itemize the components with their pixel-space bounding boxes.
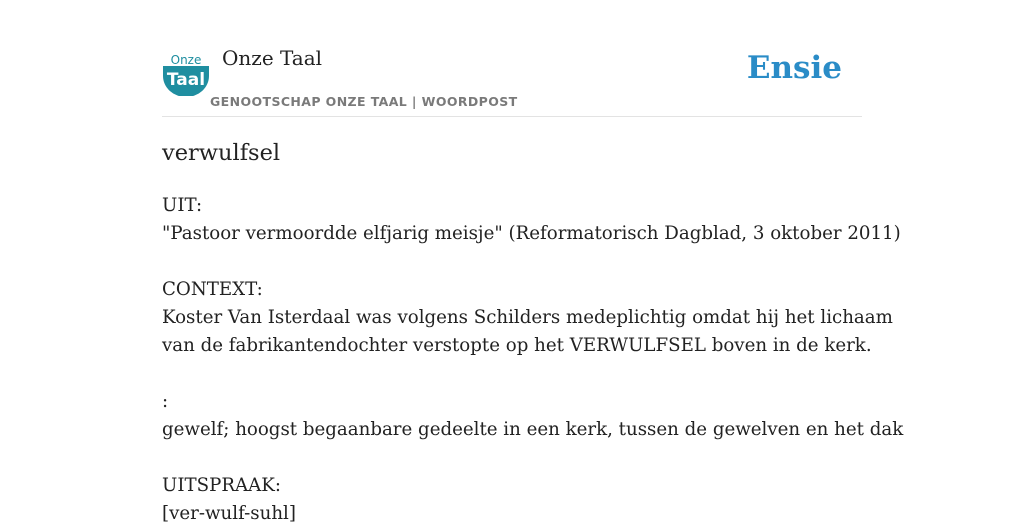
org-name[interactable]: Onze Taal: [222, 46, 323, 70]
entry-line: :: [162, 391, 169, 412]
org-subtitle: GENOOTSCHAP ONZE TAAL | WOORDPOST: [210, 94, 518, 109]
ensie-brand-logo[interactable]: Ensie: [746, 50, 842, 86]
entry-line: [162, 248, 862, 276]
header: [162, 44, 862, 117]
entry-line: UITSPRAAK:: [162, 475, 282, 496]
entry-line: gewelf; hoogst begaanbare gedeelte in een kerk, tussen de gewelven en het dak: [162, 419, 904, 440]
entry-line: "Pastoor vermoordde elfjarig meisje" (Reformatorisch Dagblad, 3 oktober 2011): [162, 223, 901, 244]
entry-line: van de fabrikantendochter verstopte op het VERWULFSEL boven in de kerk.: [162, 335, 872, 356]
entry-body: [162, 192, 904, 528]
entry-line: [162, 444, 862, 472]
onze-taal-logo[interactable]: [162, 52, 210, 96]
entry-line: Koster Van Isterdaal was volgens Schilders medeplichtig omdat hij het lichaam: [162, 307, 893, 328]
entry-line: [ver-wulf-suhl]: [162, 503, 296, 524]
entry-line: CONTEXT:: [162, 279, 263, 300]
logo-bottom-text: Taal: [166, 70, 206, 90]
logo-top-text: Onze: [170, 53, 202, 67]
entry-title: verwulfsel: [162, 140, 281, 166]
entry-line: UIT:: [162, 195, 203, 216]
entry-line: [162, 360, 862, 388]
